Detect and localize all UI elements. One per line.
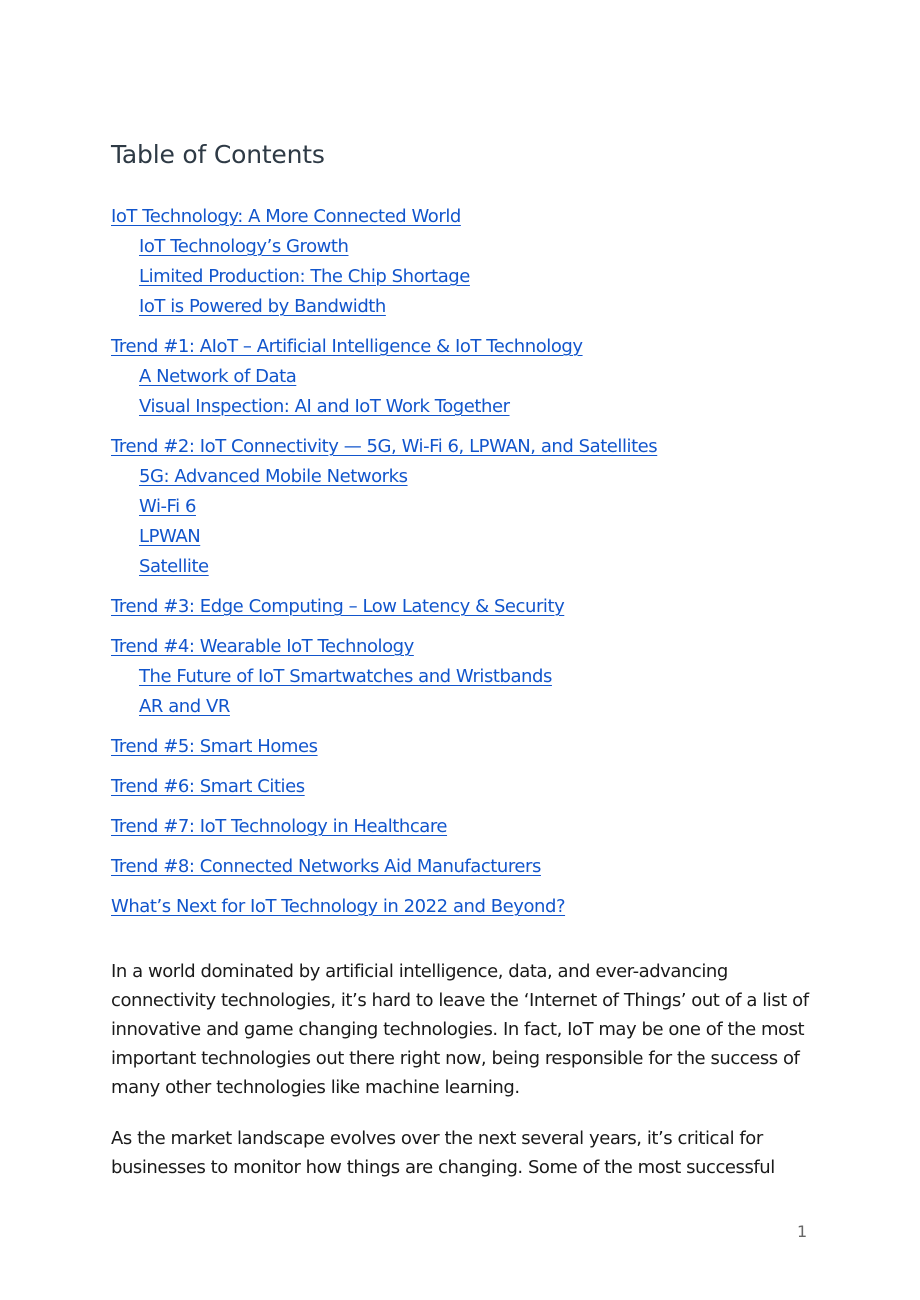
toc-sublink-bandwidth[interactable]: IoT is Powered by Bandwidth: [139, 296, 386, 317]
toc-sublink-iot-growth[interactable]: IoT Technology’s Growth: [139, 236, 349, 257]
toc-group: [111, 853, 831, 883]
toc-group: [111, 813, 831, 843]
toc-link-whats-next[interactable]: What’s Next for IoT Technology in 2022 and Beyond?: [111, 896, 566, 917]
toc-sublink-lpwan[interactable]: LPWAN: [139, 526, 201, 547]
body-paragraph: As the market landscape evolves over the next several years, it’s critical for businesses to monitor how things are changing. Some of the most successful: [111, 1128, 775, 1178]
toc-group: [111, 893, 831, 923]
toc-heading: Table of Contents: [111, 140, 325, 169]
toc-sublink-visual-inspection[interactable]: Visual Inspection: AI and IoT Work Together: [139, 396, 510, 417]
toc-group: [111, 433, 831, 583]
toc-link-trend-5[interactable]: Trend #5: Smart Homes: [111, 736, 318, 757]
toc-group: [111, 333, 831, 423]
toc-sublink-5g[interactable]: 5G: Advanced Mobile Networks: [139, 466, 408, 487]
toc-sublink-satellite[interactable]: Satellite: [139, 556, 209, 577]
toc-sublink-chip-shortage[interactable]: Limited Production: The Chip Shortage: [139, 266, 470, 287]
toc-sublink-wifi-6[interactable]: Wi-Fi 6: [139, 496, 196, 517]
toc-group: [111, 593, 831, 623]
toc-link-trend-4[interactable]: Trend #4: Wearable IoT Technology: [111, 636, 414, 657]
toc-link-trend-1[interactable]: Trend #1: AIoT – Artificial Intelligence & IoT Technology: [111, 336, 583, 357]
toc-group: [111, 633, 831, 723]
body-paragraph: In a world dominated by artificial intelligence, data, and ever-advancing connectivity technologies, it’s hard to leave the ‘Internet of Things’ out of a list of innovative and game changing technologies. In fact, IoT may be one of the most important technologies out there right now, being responsible for the success of many other technologies like machine learning.: [111, 961, 809, 1098]
toc-link-trend-7[interactable]: Trend #7: IoT Technology in Healthcare: [111, 816, 448, 837]
body-text: [111, 957, 811, 1204]
toc-link-trend-6[interactable]: Trend #6: Smart Cities: [111, 776, 305, 797]
toc-link-trend-2[interactable]: Trend #2: IoT Connectivity — 5G, Wi-Fi 6, LPWAN, and Satellites: [111, 436, 658, 457]
table-of-contents: [111, 203, 831, 933]
toc-group: [111, 773, 831, 803]
toc-sublink-network-of-data[interactable]: A Network of Data: [139, 366, 297, 387]
toc-link-iot-technology[interactable]: IoT Technology: A More Connected World: [111, 206, 461, 227]
toc-sublink-smartwatches[interactable]: The Future of IoT Smartwatches and Wristbands: [139, 666, 552, 687]
toc-group: [111, 203, 831, 323]
toc-group: [111, 733, 831, 763]
toc-link-trend-3[interactable]: Trend #3: Edge Computing – Low Latency & Security: [111, 596, 565, 617]
toc-link-trend-8[interactable]: Trend #8: Connected Networks Aid Manufacturers: [111, 856, 541, 877]
toc-sublink-ar-vr[interactable]: AR and VR: [139, 696, 230, 717]
page-number: 1: [797, 1222, 808, 1241]
